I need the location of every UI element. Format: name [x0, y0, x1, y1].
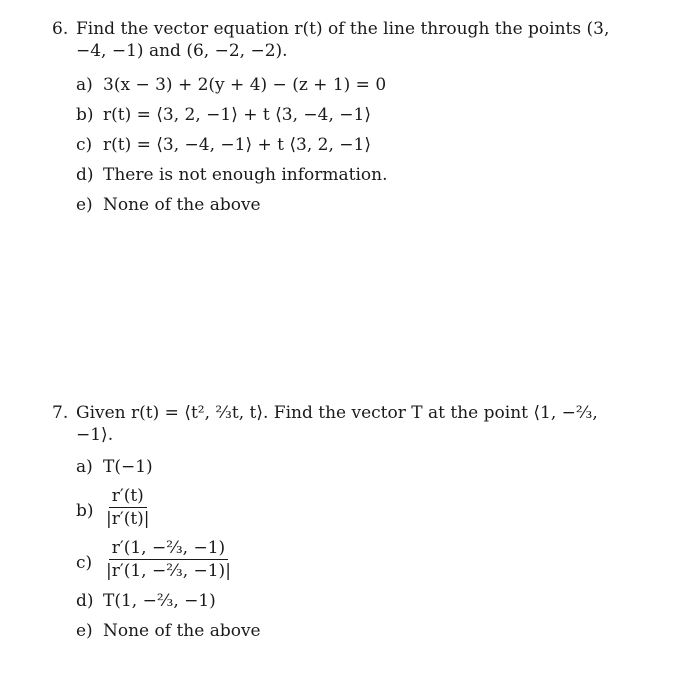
choice-label: d) [76, 591, 94, 611]
problem-6 [0, 18, 699, 224]
answer-choices [0, 74, 699, 224]
choice-e[interactable] [0, 620, 699, 650]
choice-text: r(t) = ⟨3, 2, −1⟩ + t ⟨3, −4, −1⟩ [103, 105, 371, 125]
choice-label: b) [76, 105, 94, 125]
choice-text: T(1, −⅔, −1) [103, 591, 216, 611]
choice-label: b) [76, 501, 94, 521]
choice-c[interactable] [0, 538, 699, 590]
problem-stem [0, 18, 636, 62]
choice-label: a) [76, 457, 93, 477]
choice-c[interactable] [0, 134, 699, 164]
choice-label: d) [76, 165, 94, 185]
choice-d[interactable] [0, 590, 699, 620]
choice-label: e) [76, 621, 93, 641]
choice-label: c) [76, 553, 93, 573]
fraction [103, 486, 153, 529]
problem-text: Find the vector equation r(t) of the line through the points (3, −4, −1) and (6, −2, −2). [76, 19, 610, 61]
problem-number: 6. [52, 19, 69, 39]
choice-label: a) [76, 75, 93, 95]
answer-choices [0, 456, 699, 650]
problem-number: 7. [52, 403, 69, 423]
choice-label: e) [76, 195, 93, 215]
choice-text: 3(x − 3) + 2(y + 4) − (z + 1) = 0 [103, 75, 387, 95]
choice-text: There is not enough information. [103, 165, 388, 185]
choice-text: None of the above [103, 195, 261, 215]
fraction-denominator: |r′(1, −⅔, −1)| [106, 561, 231, 581]
choice-text: None of the above [103, 621, 261, 641]
choice-b[interactable] [0, 486, 699, 538]
choice-label: c) [76, 135, 93, 155]
choice-text: T(−1) [103, 457, 153, 477]
fraction [103, 538, 234, 581]
choice-d[interactable] [0, 164, 699, 194]
problem-7 [0, 402, 699, 650]
problem-stem [0, 402, 636, 446]
choice-text: r(t) = ⟨3, −4, −1⟩ + t ⟨3, 2, −1⟩ [103, 135, 371, 155]
problem-text: Given r(t) = ⟨t², ⅔t, t⟩. Find the vector T at the point ⟨1, −⅔, −1⟩. [76, 403, 598, 445]
fraction-denominator: |r′(t)| [106, 509, 150, 529]
fraction-numerator: r′(t) [109, 486, 147, 508]
choice-e[interactable] [0, 194, 699, 224]
choice-a[interactable] [0, 456, 699, 486]
choice-a[interactable] [0, 74, 699, 104]
choice-b[interactable] [0, 104, 699, 134]
fraction-numerator: r′(1, −⅔, −1) [109, 538, 228, 560]
